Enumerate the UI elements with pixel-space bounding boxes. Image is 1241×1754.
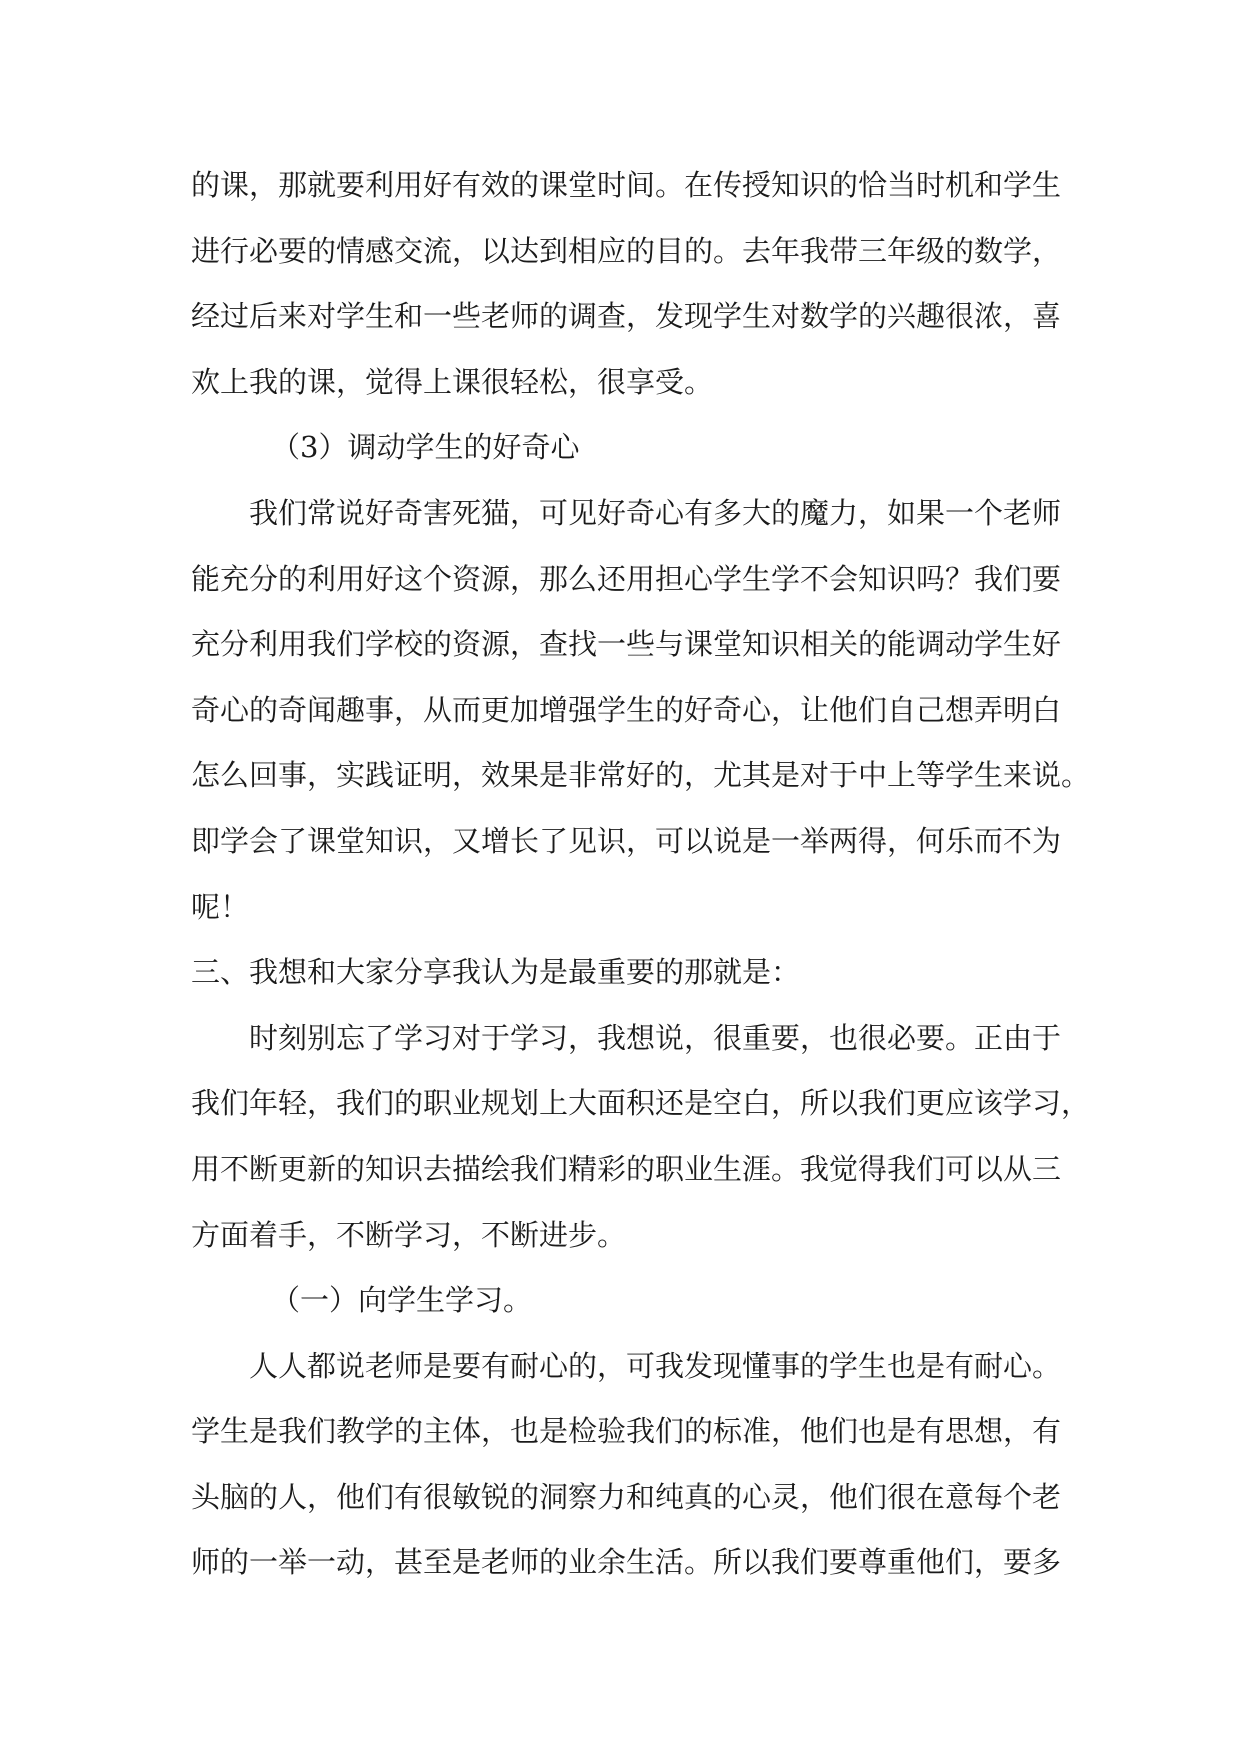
text-line: 能充分的利用好这个资源，那么还用担心学生学不会知识吗？我们要: [191, 561, 1062, 596]
document-body: [191, 159, 1091, 1602]
text-line: 我们常说好奇害死猫，可见好奇心有多大的魔力，如果一个老师: [249, 495, 1062, 530]
text-line: 奇心的奇闻趣事，从而更加增强学生的好奇心，让他们自己想弄明白: [191, 692, 1062, 727]
text-line: 欢上我的课，觉得上课很轻松，很享受。: [191, 364, 714, 399]
text-line: 我们年轻，我们的职业规划上大面积还是空白，所以我们更应该学习，: [191, 1086, 1091, 1121]
text-line: 充分利用我们学校的资源，查找一些与课堂知识相关的能调动学生好: [191, 627, 1062, 662]
text-line: （3）调动学生的好奇心: [271, 430, 580, 465]
text-line: 人人都说老师是要有耐心的，可我发现懂事的学生也是有耐心。: [249, 1348, 1062, 1383]
text-line: 呢！: [191, 889, 250, 924]
text-line: 时刻别忘了学习对于学习，我想说，很重要，也很必要。正由于: [249, 1020, 1062, 1055]
text-line: 师的一举一动，甚至是老师的业余生活。所以我们要尊重他们，要多: [191, 1545, 1062, 1580]
text-line: 即学会了课堂知识，又增长了见识，可以说是一举两得，何乐而不为: [191, 823, 1062, 858]
text-line: 经过后来对学生和一些老师的调查，发现学生对数学的兴趣很浓，喜: [191, 299, 1062, 334]
text-line: 进行必要的情感交流，以达到相应的目的。去年我带三年级的数学，: [191, 233, 1062, 268]
text-line: 头脑的人，他们有很敏锐的洞察力和纯真的心灵，他们很在意每个老: [191, 1479, 1062, 1514]
text-line: 三、我想和大家分享我认为是最重要的那就是：: [191, 955, 801, 990]
text-line: 方面着手，不断学习，不断进步。: [191, 1217, 627, 1252]
text-line: 用不断更新的知识去描绘我们精彩的职业生涯。我觉得我们可以从三: [191, 1151, 1062, 1186]
text-line: 学生是我们教学的主体，也是检验我们的标准，他们也是有思想，有: [191, 1414, 1062, 1449]
text-line: （一）向学生学习。: [271, 1283, 533, 1318]
text-line: 怎么回事，实践证明，效果是非常好的，尤其是对于中上等学生来说。: [191, 758, 1091, 793]
text-line: 的课，那就要利用好有效的课堂时间。在传授知识的恰当时机和学生: [191, 168, 1062, 202]
